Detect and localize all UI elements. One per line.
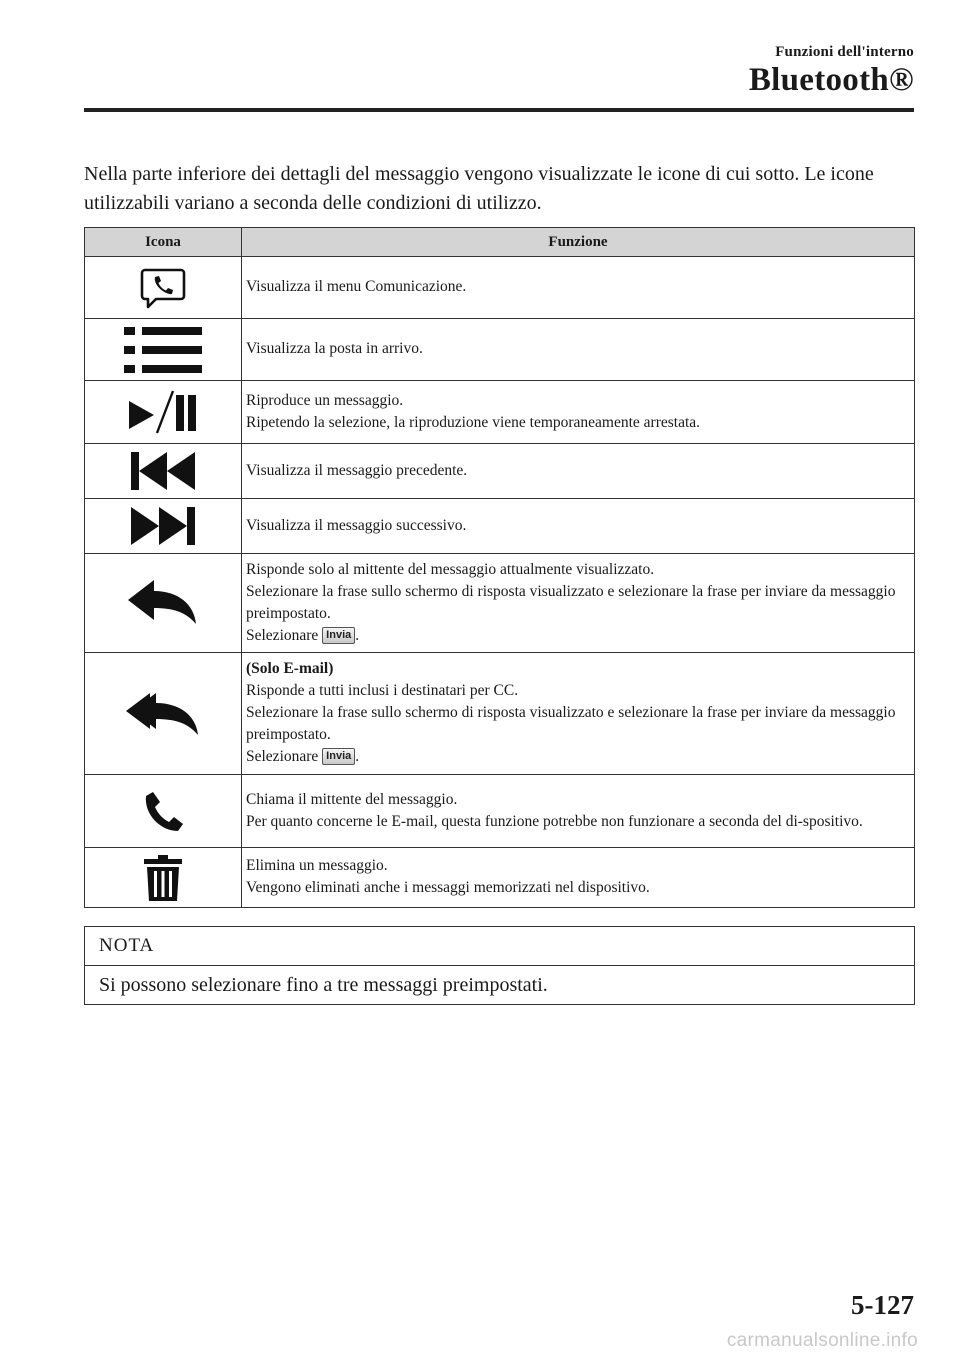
select-prefix: Selezionare: [246, 748, 319, 765]
function-text: Visualizza il messaggio successivo.: [246, 516, 467, 534]
header-rule: [84, 108, 914, 112]
table-row: [85, 848, 915, 908]
select-suffix: .: [355, 748, 360, 765]
function-cell: [242, 257, 915, 319]
function-text: Elimina un messaggio.: [246, 857, 388, 874]
invia-button: Invia: [322, 748, 355, 765]
function-cell: [242, 554, 915, 653]
icon-function-table: [84, 227, 915, 908]
table-header-row: [85, 228, 915, 257]
table-row: [85, 444, 915, 499]
function-cell: [242, 444, 915, 499]
note-text: Si possono selezionare fino a tre messaggi preimpostati.: [99, 974, 548, 996]
select-suffix: .: [355, 626, 360, 644]
reply-all-icon: [126, 691, 200, 737]
page-title: Bluetooth®: [748, 62, 914, 98]
next-track-icon: [131, 507, 195, 545]
note-heading: NOTA: [85, 927, 914, 966]
icon-cell: [85, 319, 242, 381]
function-text: Vengono eliminati anche i messaggi memorizzati nel dispositivo.: [246, 879, 650, 896]
reply-icon: [128, 580, 198, 626]
function-text: Chiama il mittente del messaggio.: [246, 790, 458, 808]
function-text: Riproduce un messaggio.: [246, 391, 404, 409]
function-text: Ripetendo la selezione, la riproduzione viene temporaneamente arrestata.: [246, 413, 701, 431]
function-cell: [242, 653, 915, 775]
function-text: Risponde a tutti inclusi i destinatari per CC.: [246, 682, 519, 699]
table-row: [85, 554, 915, 653]
table-row: [85, 499, 915, 554]
select-prefix: Selezionare: [246, 626, 319, 644]
inbox-list-icon: [124, 327, 202, 373]
function-cell: [242, 848, 915, 908]
icon-cell: [85, 554, 242, 653]
table-row: [85, 775, 915, 848]
function-text: Risponde solo al mittente del messaggio attualmente visualizzato.: [246, 560, 655, 578]
communication-menu-icon: [140, 266, 186, 310]
function-cell: [242, 775, 915, 848]
icon-cell: [85, 775, 242, 848]
icon-cell: [85, 653, 242, 775]
function-text: Visualizza il messaggio precedente.: [246, 461, 468, 479]
icon-cell: [85, 848, 242, 908]
column-header-function: Funzione: [242, 228, 915, 257]
function-text: Per quanto concerne le E-mail, questa funzione potrebbe non funzionare a seconda del di-spositivo.: [246, 812, 863, 830]
function-cell: [242, 319, 915, 381]
function-text: Selezionare la frase sullo schermo di risposta visualizzato e selezionare la frase per inviare da messaggio preimpostato.: [246, 704, 896, 743]
select-instruction: [246, 746, 910, 768]
table-row: [85, 257, 915, 319]
icon-cell: [85, 444, 242, 499]
note-box: [84, 926, 915, 1005]
table-row: [85, 381, 915, 444]
icon-cell: [85, 381, 242, 444]
icon-cell: [85, 257, 242, 319]
section-label: Funzioni dell'interno: [775, 44, 914, 60]
previous-track-icon: [131, 452, 195, 490]
function-text: Selezionare la frase sullo schermo di risposta visualizzato e selezionare la frase per inviare da messaggio preimpostato.: [246, 582, 896, 622]
table-row: [85, 653, 915, 775]
function-cell: [242, 381, 915, 444]
column-header-icon: Icona: [85, 228, 242, 257]
play-pause-icon: [127, 389, 199, 435]
page-number: 5-127: [851, 1290, 914, 1320]
table-row: [85, 319, 915, 381]
function-text: Visualizza la posta in arrivo.: [246, 340, 423, 357]
function-text: Visualizza il menu Comunicazione.: [246, 278, 467, 295]
invia-button: Invia: [322, 627, 355, 644]
intro-paragraph: Nella parte inferiore dei dettagli del messaggio vengono visualizzate le icone di cui sotto. Le icone utilizzabili variano a seconda delle condizioni di utilizzo.: [84, 163, 874, 214]
select-instruction: [246, 625, 910, 647]
trash-icon: [144, 855, 182, 901]
function-heading: (Solo E-mail): [246, 660, 334, 677]
function-cell: [242, 499, 915, 554]
icon-cell: [85, 499, 242, 554]
watermark: carmanualsonline.info: [726, 1330, 918, 1351]
phone-icon: [142, 790, 184, 832]
